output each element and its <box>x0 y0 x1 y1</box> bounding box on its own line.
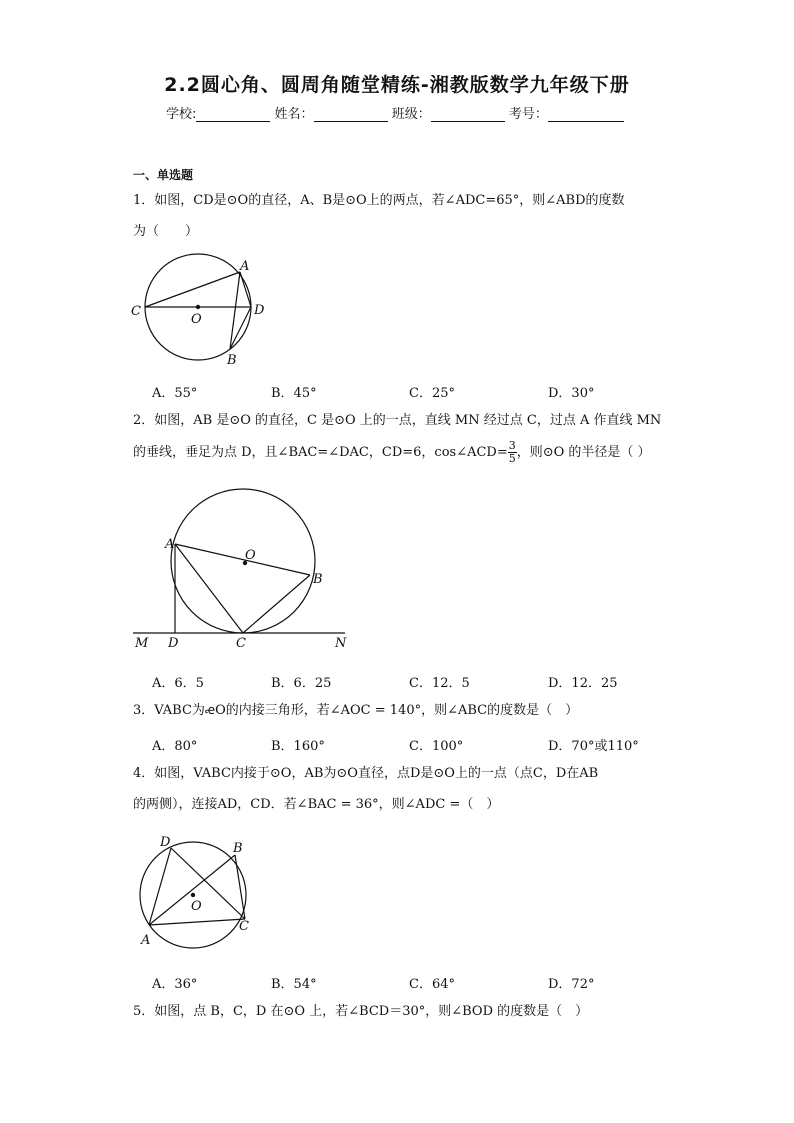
q2-text-line1: 2．如图，AB 是⊙O 的直径，C 是⊙O 上的一点，直线 MN 经过点 C，过点 A 作直线 MN <box>133 413 662 428</box>
class-blank <box>431 107 505 122</box>
q4-chord-dc <box>171 848 245 919</box>
q4-center-dot <box>191 893 195 897</box>
q1-option-c: C．25° <box>409 386 455 401</box>
q1-chord-ad <box>240 272 251 307</box>
page-title: 2.2圆心角、圆周角随堂精练-湘教版数学九年级下册 <box>164 74 630 96</box>
q3-option-a: A．80° <box>152 739 198 754</box>
q4-diameter-ab <box>149 855 235 925</box>
q3-option-b: B．160° <box>271 739 325 754</box>
q4-label-d: D <box>160 835 171 850</box>
q2-option-c: C．12．5 <box>409 676 470 691</box>
q2-text-line2-pre: 的垂线，垂足为点 D，且∠BAC=∠DAC，CD=6，cos∠ACD= <box>133 445 508 460</box>
q1-chord-ca <box>145 272 240 307</box>
q2-fraction-denominator: 5 <box>508 452 516 465</box>
q4-label-o: O <box>191 899 202 914</box>
q4-chord-bc <box>235 855 245 919</box>
number-blank <box>548 107 624 122</box>
q1-label-b: B <box>227 353 237 368</box>
q4-option-a: A．36° <box>152 977 198 992</box>
q2-label-d: D <box>168 636 179 651</box>
q2-fraction <box>508 440 517 465</box>
q1-option-d: D．30° <box>548 386 595 401</box>
name-blank <box>314 107 388 122</box>
school-blank <box>196 107 270 122</box>
q1-label-d: D <box>254 303 265 318</box>
q4-option-b: B．54° <box>271 977 317 992</box>
name-label: 姓名： <box>274 107 314 122</box>
q4-figure <box>138 828 263 953</box>
q4-label-a: A <box>141 933 151 948</box>
class-label: 班级： <box>391 107 431 122</box>
q1-text-line2: 为（ ） <box>133 224 199 239</box>
q2-fraction-numerator: 3 <box>508 439 516 452</box>
student-info-line <box>166 103 624 122</box>
q4-chord-ac <box>149 919 245 925</box>
q3-option-c: C．100° <box>409 739 464 754</box>
q1-option-a: A．55° <box>152 386 198 401</box>
q4-chord-da <box>149 848 171 925</box>
q2-label-m: M <box>135 636 149 651</box>
q2-label-b: B <box>313 572 323 587</box>
q1-text-line1: 1．如图，CD是⊙O的直径，A、B是⊙O上的两点，若∠ADC=65°，则∠ABD的度数 <box>133 193 625 208</box>
q4-label-b: B <box>233 841 243 856</box>
number-label: 考号： <box>508 107 548 122</box>
q2-circle <box>171 489 315 633</box>
q2-option-b: B．6．25 <box>271 676 332 691</box>
section-title: 一、单选题 <box>133 168 194 182</box>
q3-text-line1: 3．VABC为ꬴO的内接三角形，若∠AOC = 140°，则∠ABC的度数是（ ） <box>133 703 579 718</box>
q3-option-d: D．70°或110° <box>548 739 639 754</box>
q1-figure <box>128 250 268 375</box>
q4-text-line2: 的两侧），连接AD，CD．若∠BAC = 36°，则∠ADC =（ ） <box>133 797 500 812</box>
q2-label-c: C <box>236 636 246 651</box>
q2-figure <box>130 488 360 658</box>
q4-option-d: D．72° <box>548 977 595 992</box>
q1-label-a: A <box>240 259 250 274</box>
q1-center-dot <box>196 305 200 309</box>
q2-label-o: O <box>245 548 256 563</box>
q1-chord-ab <box>230 272 240 349</box>
q1-label-c: C <box>131 304 141 319</box>
q4-label-c: C <box>239 919 249 934</box>
q2-option-d: D．12．25 <box>548 676 618 691</box>
q5-text-line1: 5．如图，点 B，C，D 在⊙O 上，若∠BCD＝30°，则∠BOD 的度数是（ ） <box>133 1004 589 1019</box>
q4-text-line1: 4．如图，VABC内接于⊙O，AB为⊙O直径，点D是⊙O上的一点（点C，D在AB <box>133 766 599 781</box>
q2-label-a: A <box>165 537 175 552</box>
q1-option-b: B．45° <box>271 386 317 401</box>
q2-text-line2-post: ，则⊙O 的半径是（ ） <box>516 445 651 460</box>
q4-option-c: C．64° <box>409 977 455 992</box>
q1-label-o: O <box>191 312 202 327</box>
q2-label-n: N <box>335 636 347 651</box>
school-label: 学校: <box>166 107 197 122</box>
q2-text-line2 <box>133 438 651 468</box>
q2-option-a: A．6．5 <box>152 676 204 691</box>
